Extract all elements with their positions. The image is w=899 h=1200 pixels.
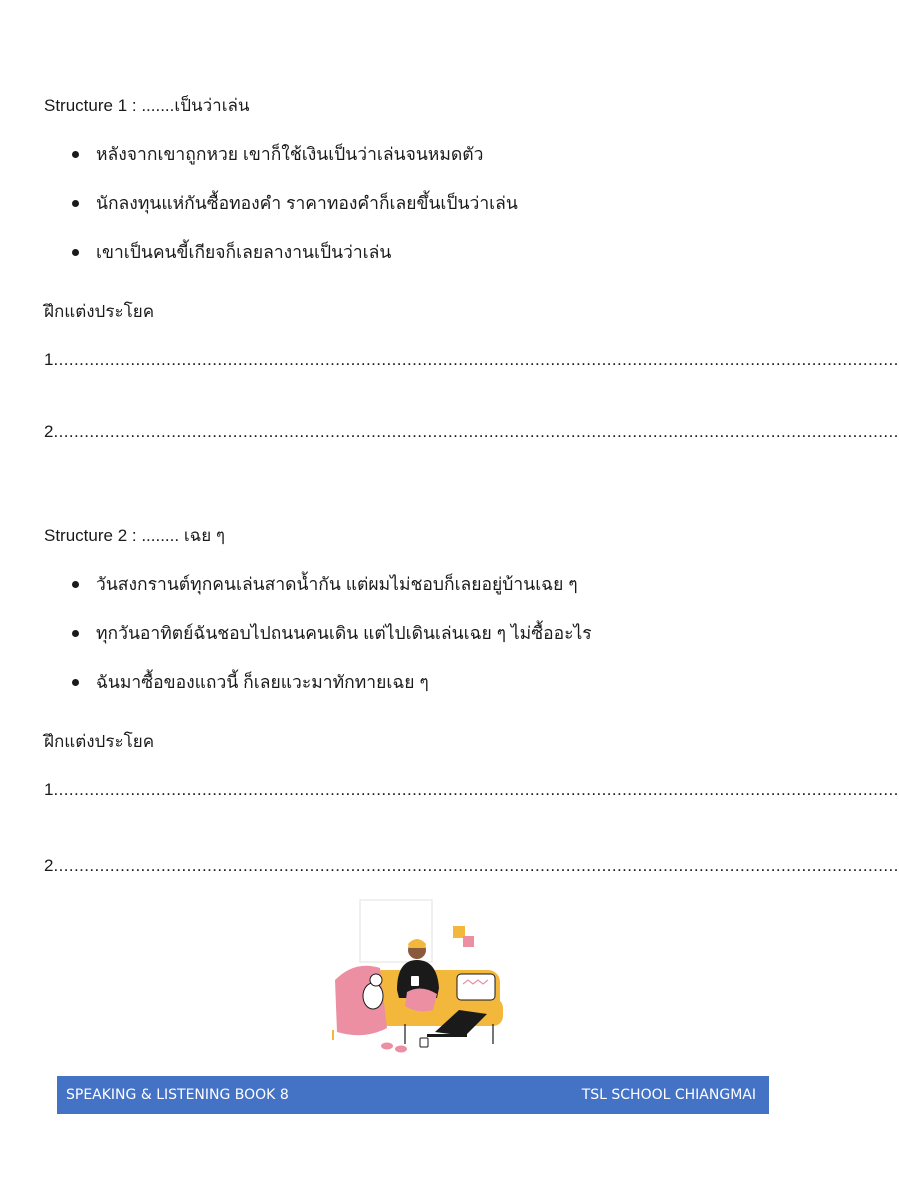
example-sentence: วันสงกรานต์ทุกคนเล่นสาดน้ำกัน แต่ผมไม่ชอบก็เลยอยู่บ้านเฉย ๆ: [68, 573, 592, 622]
practice-line-number: 1: [44, 780, 54, 799]
practice-line[interactable]: [44, 780, 899, 800]
footer-school-name: TSL SCHOOL CHIANGMAI: [581, 1087, 756, 1103]
structure-1-heading: Structure 1 : .......เป็นว่าเล่น: [44, 96, 250, 115]
practice-line-number: 2: [44, 422, 54, 441]
structure-2-examples: [68, 573, 592, 720]
example-sentence: เขาเป็นคนขี้เกียจก็เลยลางานเป็นว่าเล่น: [68, 241, 518, 290]
dotted-writing-line: .....................................................................................................................................................................: [53, 856, 899, 875]
dotted-writing-line: .....................................................................................................................................................................: [53, 780, 899, 799]
dotted-writing-line: .....................................................................................................................................................................: [53, 350, 899, 369]
practice-line[interactable]: [44, 856, 899, 876]
footer-book-title: SPEAKING & LISTENING BOOK 8: [66, 1087, 289, 1103]
footer-banner: [57, 1076, 769, 1114]
example-sentence: ทุกวันอาทิตย์ฉันชอบไปถนนคนเดิน แต่ไปเดินเล่นเฉย ๆ ไม่ซื้ออะไร: [68, 622, 592, 671]
practice-label: ฝึกแต่งประโยค: [44, 732, 155, 751]
practice-line[interactable]: [44, 422, 899, 442]
example-sentence: นักลงทุนแห่กันซื้อทองคำ ราคาทองคำก็เลยขึ้นเป็นว่าเล่น: [68, 192, 518, 241]
structure-1-examples: [68, 143, 518, 290]
dotted-writing-line: .....................................................................................................................................................................: [53, 422, 899, 441]
sofa-illustration: [325, 898, 510, 1058]
practice-label: ฝึกแต่งประโยค: [44, 302, 155, 321]
practice-line-number: 2: [44, 856, 54, 875]
practice-line-number: 1: [44, 350, 54, 369]
example-sentence: หลังจากเขาถูกหวย เขาก็ใช้เงินเป็นว่าเล่นจนหมดตัว: [68, 143, 518, 192]
structure-2-heading: Structure 2 : ........ เฉย ๆ: [44, 526, 226, 545]
example-sentence: ฉันมาซื้อของแถวนี้ ก็เลยแวะมาทักทายเฉย ๆ: [68, 671, 592, 720]
practice-line[interactable]: [44, 350, 899, 370]
